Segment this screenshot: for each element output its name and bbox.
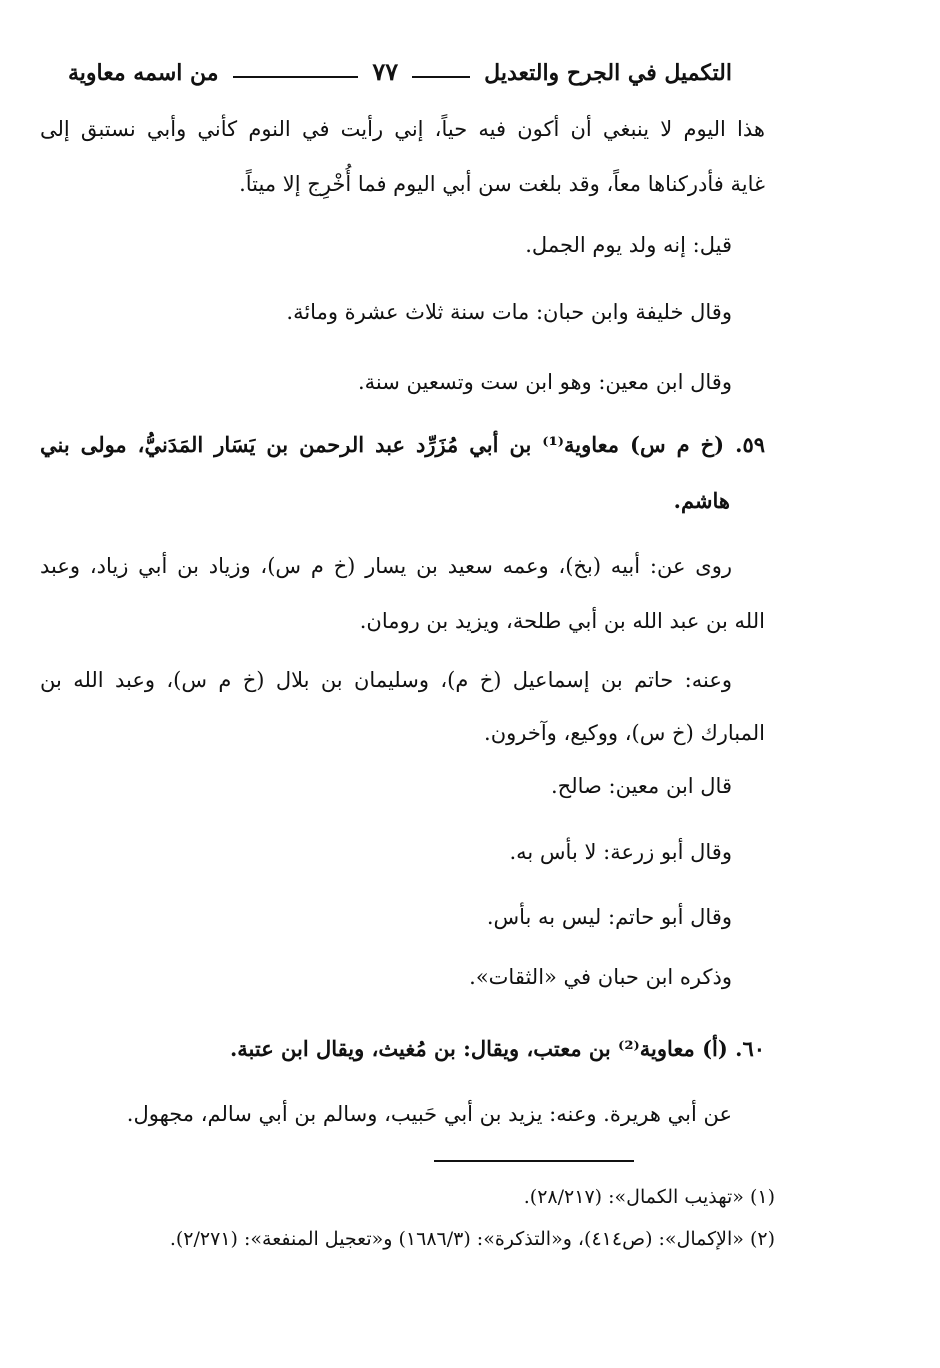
- paragraph: عن أبي هريرة. وعنه: يزيد بن أبي حَبيب، وسالم بن أبي سالم، مجهول.: [126, 1102, 732, 1126]
- paragraph: قال ابن معين: صالح.: [550, 774, 732, 798]
- paragraph: وقال ابن معين: وهو ابن ست وتسعين سنة.: [358, 370, 732, 394]
- paragraph: وقال خليفة وابن حبان: مات سنة ثلاث عشرة ومائة.: [286, 300, 732, 324]
- entry-heading-60: ٦٠. (أ) معاوية⁽²⁾ بن معتب، ويقال: بن مُغيث، ويقال ابن عتبة.: [229, 1036, 765, 1061]
- footnote-1: (١) «تهذيب الكمال»: (٢٨/٢١٧).: [523, 1186, 775, 1208]
- header-rule: [233, 76, 359, 78]
- paragraph-line: هذا اليوم لا ينبغي أن أكون فيه حياً، إني رأيت في النوم كأني وأبي نستبق إلى: [40, 117, 765, 141]
- paragraph: قيل: إنه ولد يوم الجمل.: [525, 233, 732, 257]
- paragraph-line: المبارك (خ س)، ووكيع، وآخرون.: [484, 721, 765, 745]
- page-number: ٧٧: [372, 57, 399, 86]
- paragraph-line: الله بن عبد الله بن أبي طلحة، ويزيد بن رومان.: [359, 609, 765, 633]
- footnote-2: (٢) «الإكمال»: (ص٤١٤)، و«التذكرة»: (١٦٨٦/٣) و«تعجيل المنفعة»: (٢/٢٧١).: [169, 1228, 775, 1250]
- paragraph: وقال أبو حاتم: ليس به بأس.: [486, 905, 732, 929]
- entry-heading-59: ٥٩. (خ م س) معاوية⁽¹⁾ بن أبي مُزَرِّد عبد الرحمن بن يَسَار المَدَنيُّ، مولى بني: [40, 432, 765, 457]
- paragraph-line: غاية فأدركناها معاً، وقد بلغت سن أبي اليوم فما أُخْرِج إلا ميتاً.: [239, 172, 765, 196]
- paragraph: وقال أبو زرعة: لا بأس به.: [509, 840, 732, 864]
- book-title: التكميل في الجرح والتعديل: [484, 60, 732, 86]
- header-rule: [412, 76, 470, 78]
- entry-heading-59-cont: هاشم.: [673, 488, 730, 513]
- paragraph-line: روى عن: أبيه (بخ)، وعمه سعيد بن يسار (خ م س)، وزياد بن أبي زياد، وعبد: [40, 554, 732, 578]
- footnote-divider: [434, 1160, 634, 1162]
- section-title: من اسمه معاوية: [68, 60, 219, 86]
- running-header: [68, 40, 732, 86]
- paragraph: وذكره ابن حبان في «الثقات».: [469, 965, 732, 989]
- paragraph-line: وعنه: حاتم بن إسماعيل (خ م)، وسليمان بن بلال (خ م س)، وعبد الله بن: [40, 668, 732, 692]
